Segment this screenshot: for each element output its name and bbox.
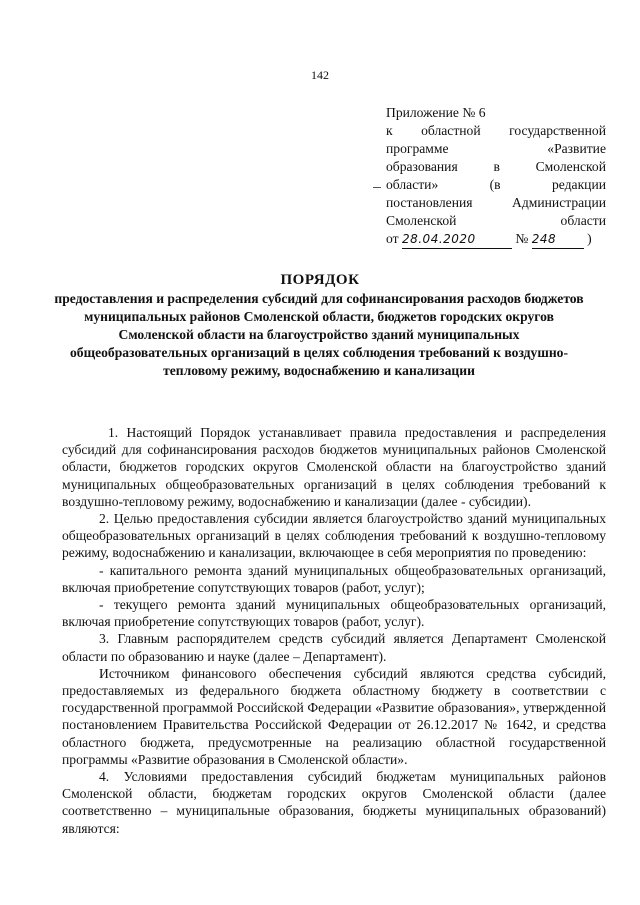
appendix-date-line	[386, 230, 606, 249]
appendix-line: программе «Развитие	[386, 141, 606, 156]
document-title: ПОРЯДОК	[280, 272, 360, 288]
close-paren: )	[587, 231, 592, 246]
number-label: №	[515, 231, 529, 246]
document-body	[62, 424, 606, 837]
page-number: 142	[311, 68, 329, 82]
appendix-line: постановления Администрации	[386, 195, 606, 210]
appendix-line: Смоленской области	[386, 213, 606, 228]
paragraph: 3. Главным распорядителем средств субсидий является Департамент Смоленской области по образованию и науке (далее – Департамент).	[62, 631, 606, 664]
appendix-block	[386, 104, 606, 249]
paragraph: Источником финансового обеспечения субсидий являются средства субсидий, предоставляемых из федерального бюджета областному бюджету в соответствии с государственной программой Российской Федерации «Развитие образования», утвержденной постановлением Правительства Российской Федерации от 26.12.2017 № 1642, и средства областного бюджета, предусмотренные на реализацию областной государственной программы «Развитие образования в Смоленской области».	[62, 665, 606, 767]
appendix-heading: Приложение № 6	[386, 105, 486, 120]
paragraph: 1. Настоящий Порядок устанавливает правила предоставления и распределения субсидий для софинансирования расходов бюджетов муниципальных районов Смоленской области, бюджетов городских округов Смоленской области на благоустройство зданий муниципальных общеобразовательных организаций в целях соблюдения требований к воздушно-тепловому режиму, водоснабжению и канализации (далее - субсидии).	[62, 425, 606, 509]
paragraph: 2. Целью предоставления субсидии является благоустройство зданий муниципальных общеобразовательных организаций в целях соблюдения требований к воздушно-тепловому режиму, водоснабжению и канализации, включающее в себя мероприятия по проведению:	[62, 511, 606, 561]
paragraph: 4. Условиями предоставления субсидий бюджетам муниципальных районов Смоленской области, бюджетам городских округов Смоленской области (далее соответственно – муниципальные образования, бюджеты муниципальных образований) являются:	[62, 769, 606, 836]
handwritten-number: 248	[532, 230, 584, 249]
appendix-line: области» (в редакции	[386, 177, 606, 192]
handwritten-date: 28.04.2020	[402, 230, 512, 249]
paragraph: - капитального ремонта зданий муниципальных общеобразовательных организаций, включая приобретение сопутствующих товаров (работ, услуг);	[62, 562, 606, 595]
scan-mark	[373, 187, 381, 188]
document-subtitle: предоставления и распределения субсидий для софинансирования расходов бюджетов муниципальных районов Смоленской области, бюджетов городских округов Смоленской области на благоустройство зданий муниципальных общеобразовательных организаций в целях соблюдения требований к воздушно-тепловому режиму, водоснабжению и канализации	[54, 291, 584, 378]
paragraph: - текущего ремонта зданий муниципальных общеобразовательных организаций, включая приобретение сопутствующих товаров (работ, услуг).	[62, 597, 606, 630]
appendix-line: образования в Смоленской	[386, 159, 606, 174]
from-label: от	[386, 231, 399, 246]
appendix-line: к областной государственной	[386, 123, 606, 138]
